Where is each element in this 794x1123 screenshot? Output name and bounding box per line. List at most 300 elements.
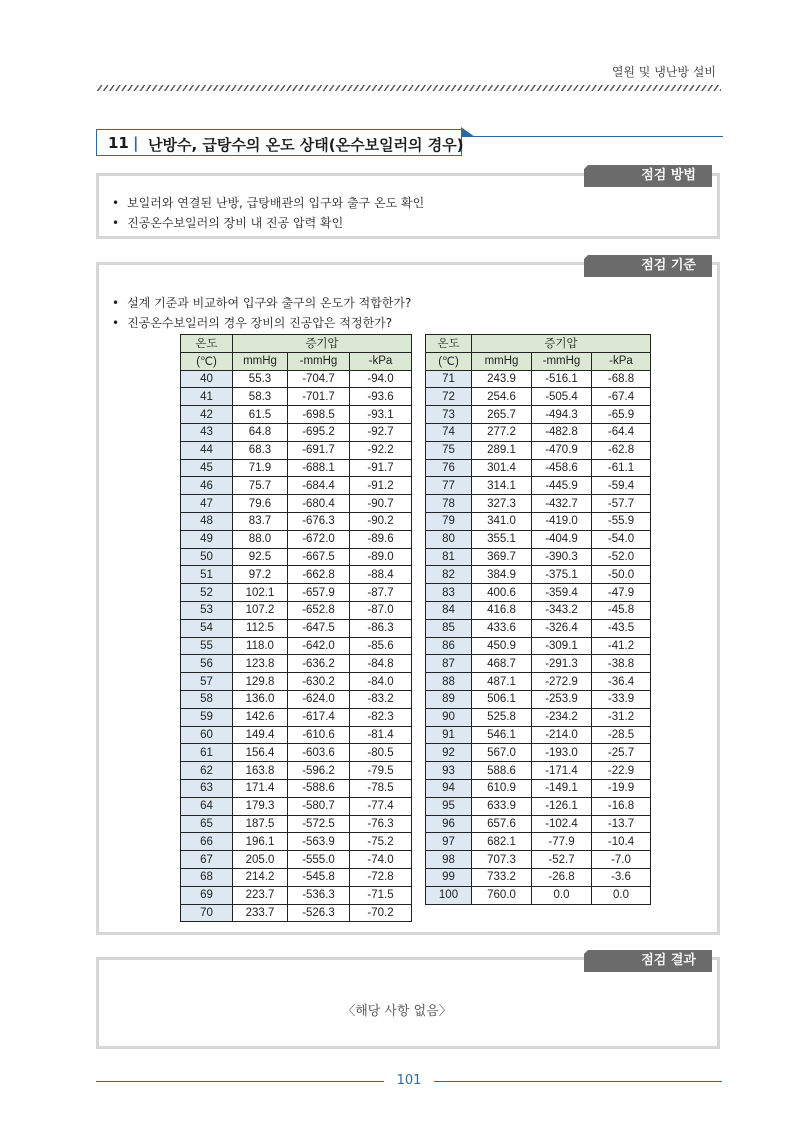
- temp-cell: 84: [426, 601, 472, 619]
- temp-cell: 81: [426, 548, 472, 566]
- neg-mmhg-cell: -505.4: [532, 388, 592, 406]
- temp-cell: 53: [181, 601, 233, 619]
- table-row: [426, 388, 651, 406]
- mmhg-cell: 61.5: [233, 406, 288, 424]
- kpa-cell: -52.0: [592, 548, 651, 566]
- neg-mmhg-cell: -375.1: [532, 566, 592, 584]
- neg-mmhg-cell: -603.6: [288, 744, 350, 762]
- kpa-cell: -68.8: [592, 370, 651, 388]
- temp-cell: 99: [426, 868, 472, 886]
- mmhg-cell: 633.9: [472, 797, 532, 815]
- neg-mmhg-cell: -536.3: [288, 886, 350, 904]
- temp-cell: 96: [426, 815, 472, 833]
- table-row: [181, 441, 412, 459]
- temp-cell: 100: [426, 886, 472, 904]
- mmhg-cell: 301.4: [472, 459, 532, 477]
- neg-mmhg-cell: -482.8: [532, 423, 592, 441]
- kpa-cell: -92.7: [350, 423, 412, 441]
- neg-mmhg-cell: -102.4: [532, 815, 592, 833]
- table-row: [426, 744, 651, 762]
- table-row: [181, 726, 412, 744]
- temp-cell: 66: [181, 833, 233, 851]
- table-row: [426, 708, 651, 726]
- kpa-cell: -10.4: [592, 833, 651, 851]
- neg-mmhg-cell: -684.4: [288, 477, 350, 495]
- mmhg-cell: 289.1: [472, 441, 532, 459]
- table-row: [181, 477, 412, 495]
- mmhg-cell: 243.9: [472, 370, 532, 388]
- neg-mmhg-cell: -610.6: [288, 726, 350, 744]
- kpa-cell: -13.7: [592, 815, 651, 833]
- neg-mmhg-cell: -701.7: [288, 388, 350, 406]
- neg-mmhg-cell: -419.0: [532, 512, 592, 530]
- mmhg-cell: 55.3: [233, 370, 288, 388]
- kpa-cell: -64.4: [592, 423, 651, 441]
- table-row: [181, 708, 412, 726]
- neg-mmhg-cell: -652.8: [288, 601, 350, 619]
- table-row: [181, 548, 412, 566]
- neg-mmhg-cell: -171.4: [532, 762, 592, 780]
- kpa-cell: -82.3: [350, 708, 412, 726]
- kpa-cell: -87.7: [350, 584, 412, 602]
- mmhg-cell: 92.5: [233, 548, 288, 566]
- temp-cell: 49: [181, 530, 233, 548]
- temp-cell: 43: [181, 423, 233, 441]
- neg-mmhg-cell: -77.9: [532, 833, 592, 851]
- kpa-cell: -74.0: [350, 851, 412, 869]
- table-row: [181, 744, 412, 762]
- method-item: • 진공온수보일러의 장비 내 진공 압력 확인: [112, 213, 424, 233]
- table-row: [181, 495, 412, 513]
- temp-cell: 55: [181, 637, 233, 655]
- neg-mmhg-cell: -624.0: [288, 690, 350, 708]
- kpa-cell: -55.9: [592, 512, 651, 530]
- neg-mmhg-cell: -691.7: [288, 441, 350, 459]
- neg-mmhg-cell: -667.5: [288, 548, 350, 566]
- table-row: [426, 566, 651, 584]
- kpa-cell: -3.6: [592, 868, 651, 886]
- mmhg-cell: 68.3: [233, 441, 288, 459]
- temp-cell: 93: [426, 762, 472, 780]
- kpa-cell: -28.5: [592, 726, 651, 744]
- temp-cell: 64: [181, 797, 233, 815]
- mmhg-cell: 468.7: [472, 655, 532, 673]
- table-row: [426, 512, 651, 530]
- mmhg-cell: 682.1: [472, 833, 532, 851]
- kpa-cell: -38.8: [592, 655, 651, 673]
- mmhg-cell: 277.2: [472, 423, 532, 441]
- kpa-cell: -43.5: [592, 619, 651, 637]
- kpa-cell: -85.6: [350, 637, 412, 655]
- temp-cell: 92: [426, 744, 472, 762]
- kpa-cell: -72.8: [350, 868, 412, 886]
- mmhg-cell: 369.7: [472, 548, 532, 566]
- temp-cell: 42: [181, 406, 233, 424]
- temp-cell: 85: [426, 619, 472, 637]
- table-row: [426, 441, 651, 459]
- mmhg-cell: 129.8: [233, 673, 288, 691]
- temp-cell: 77: [426, 477, 472, 495]
- kpa-cell: -91.7: [350, 459, 412, 477]
- kpa-cell: -83.2: [350, 690, 412, 708]
- temp-cell: 83: [426, 584, 472, 602]
- kpa-cell: -93.6: [350, 388, 412, 406]
- neg-mmhg-cell: -580.7: [288, 797, 350, 815]
- neg-mmhg-cell: -596.2: [288, 762, 350, 780]
- criteria-list: [112, 293, 411, 333]
- temp-cell: 56: [181, 655, 233, 673]
- kpa-cell: -61.1: [592, 459, 651, 477]
- temp-cell: 40: [181, 370, 233, 388]
- neg-mmhg-cell: -563.9: [288, 833, 350, 851]
- neg-mmhg-cell: -647.5: [288, 619, 350, 637]
- neg-mmhg-cell: -253.9: [532, 690, 592, 708]
- kpa-cell: -22.9: [592, 762, 651, 780]
- kpa-cell: -19.9: [592, 779, 651, 797]
- result-text: 〈해당 사항 없음〉: [342, 1004, 452, 1019]
- method-tab: 점검 방법: [584, 165, 712, 187]
- table-row: [181, 868, 412, 886]
- kpa-cell: -25.7: [592, 744, 651, 762]
- neg-mmhg-cell: -234.2: [532, 708, 592, 726]
- neg-mmhg-cell: -343.2: [532, 601, 592, 619]
- table-row: [181, 762, 412, 780]
- neg-mmhg-cell: -432.7: [532, 495, 592, 513]
- temp-cell: 54: [181, 619, 233, 637]
- neg-mmhg-cell: -494.3: [532, 406, 592, 424]
- kpa-cell: -31.2: [592, 708, 651, 726]
- kpa-cell: -71.5: [350, 886, 412, 904]
- table-row: [426, 423, 651, 441]
- table-row: [426, 851, 651, 869]
- kpa-cell: -86.3: [350, 619, 412, 637]
- mmhg-cell: 83.7: [233, 512, 288, 530]
- mmhg-cell: 233.7: [233, 904, 288, 922]
- neg-mmhg-cell: -630.2: [288, 673, 350, 691]
- temp-cell: 94: [426, 779, 472, 797]
- neg-mmhg-cell: -326.4: [532, 619, 592, 637]
- mmhg-cell: 384.9: [472, 566, 532, 584]
- mmhg-cell: 102.1: [233, 584, 288, 602]
- mmhg-cell: 433.6: [472, 619, 532, 637]
- kpa-cell: -70.2: [350, 904, 412, 922]
- mmhg-cell: 314.1: [472, 477, 532, 495]
- neg-mmhg-cell: 0.0: [532, 886, 592, 904]
- neg-mmhg-cell: -359.4: [532, 584, 592, 602]
- table-row: [426, 619, 651, 637]
- neg-mmhg-cell: -470.9: [532, 441, 592, 459]
- kpa-cell: -88.4: [350, 566, 412, 584]
- vapor-pressure-table-left: [180, 334, 412, 922]
- col-header-kpa: -kPa: [350, 352, 412, 370]
- table-row: [181, 619, 412, 637]
- neg-mmhg-cell: -657.9: [288, 584, 350, 602]
- neg-mmhg-cell: -445.9: [532, 477, 592, 495]
- neg-mmhg-cell: -636.2: [288, 655, 350, 673]
- temp-cell: 72: [426, 388, 472, 406]
- mmhg-cell: 179.3: [233, 797, 288, 815]
- col-header-unit: (℃): [181, 352, 233, 370]
- vapor-pressure-table-right: [425, 334, 651, 905]
- table-row: [426, 459, 651, 477]
- kpa-cell: -91.2: [350, 477, 412, 495]
- kpa-cell: -62.8: [592, 441, 651, 459]
- table-row: [426, 406, 651, 424]
- mmhg-cell: 149.4: [233, 726, 288, 744]
- table-row: [181, 423, 412, 441]
- neg-mmhg-cell: -458.6: [532, 459, 592, 477]
- table-row: [426, 762, 651, 780]
- neg-mmhg-cell: -642.0: [288, 637, 350, 655]
- criteria-item: • 진공온수보일러의 경우 장비의 진공압은 적정한가?: [112, 313, 411, 333]
- col-header-mmhg: mmHg: [472, 352, 532, 370]
- mmhg-cell: 400.6: [472, 584, 532, 602]
- neg-mmhg-cell: -26.8: [532, 868, 592, 886]
- temp-cell: 75: [426, 441, 472, 459]
- temp-cell: 80: [426, 530, 472, 548]
- table-row: [426, 370, 651, 388]
- col-header-vapor: 증기압: [472, 335, 651, 353]
- mmhg-cell: 136.0: [233, 690, 288, 708]
- mmhg-cell: 118.0: [233, 637, 288, 655]
- mmhg-cell: 163.8: [233, 762, 288, 780]
- temp-cell: 97: [426, 833, 472, 851]
- footer-rule-right: [434, 1081, 722, 1082]
- page-number: 101: [396, 1073, 422, 1088]
- temp-cell: 45: [181, 459, 233, 477]
- criteria-item: • 설계 기준과 비교하여 입구와 출구의 온도가 적합한가?: [112, 293, 411, 313]
- footer-rule-left: [96, 1081, 384, 1082]
- temp-cell: 89: [426, 690, 472, 708]
- neg-mmhg-cell: -404.9: [532, 530, 592, 548]
- temp-cell: 58: [181, 690, 233, 708]
- table-row: [181, 530, 412, 548]
- mmhg-cell: 588.6: [472, 762, 532, 780]
- temp-cell: 46: [181, 477, 233, 495]
- table-row: [426, 495, 651, 513]
- table-row: [181, 637, 412, 655]
- mmhg-cell: 156.4: [233, 744, 288, 762]
- neg-mmhg-cell: -149.1: [532, 779, 592, 797]
- kpa-cell: -77.4: [350, 797, 412, 815]
- mmhg-cell: 265.7: [472, 406, 532, 424]
- temp-cell: 67: [181, 851, 233, 869]
- kpa-cell: -36.4: [592, 673, 651, 691]
- mmhg-cell: 327.3: [472, 495, 532, 513]
- kpa-cell: -54.0: [592, 530, 651, 548]
- table-row: [181, 566, 412, 584]
- section-number: 11: [108, 134, 129, 152]
- table-row: [426, 779, 651, 797]
- temp-cell: 52: [181, 584, 233, 602]
- mmhg-cell: 205.0: [233, 851, 288, 869]
- neg-mmhg-cell: -309.1: [532, 637, 592, 655]
- table-row: [181, 655, 412, 673]
- neg-mmhg-cell: -680.4: [288, 495, 350, 513]
- temp-cell: 62: [181, 762, 233, 780]
- mmhg-cell: 733.2: [472, 868, 532, 886]
- neg-mmhg-cell: -291.3: [532, 655, 592, 673]
- kpa-cell: 0.0: [592, 886, 651, 904]
- neg-mmhg-cell: -617.4: [288, 708, 350, 726]
- kpa-cell: -93.1: [350, 406, 412, 424]
- temp-cell: 79: [426, 512, 472, 530]
- method-list: [112, 193, 424, 233]
- col-header-neg-mmhg: -mmHg: [288, 352, 350, 370]
- mmhg-cell: 657.6: [472, 815, 532, 833]
- neg-mmhg-cell: -572.5: [288, 815, 350, 833]
- table-row: [181, 673, 412, 691]
- table-row: [426, 797, 651, 815]
- mmhg-cell: 546.1: [472, 726, 532, 744]
- header-hatch-divider: [96, 85, 721, 91]
- kpa-cell: -78.5: [350, 779, 412, 797]
- mmhg-cell: 196.1: [233, 833, 288, 851]
- temp-cell: 74: [426, 423, 472, 441]
- mmhg-cell: 416.8: [472, 601, 532, 619]
- mmhg-cell: 610.9: [472, 779, 532, 797]
- table-row: [426, 868, 651, 886]
- temp-cell: 51: [181, 566, 233, 584]
- table-row: [426, 548, 651, 566]
- kpa-cell: -89.6: [350, 530, 412, 548]
- mmhg-cell: 142.6: [233, 708, 288, 726]
- table-row: [426, 833, 651, 851]
- kpa-cell: -7.0: [592, 851, 651, 869]
- table-row: [181, 904, 412, 922]
- section-separator: |: [133, 134, 139, 152]
- neg-mmhg-cell: -704.7: [288, 370, 350, 388]
- kpa-cell: -65.9: [592, 406, 651, 424]
- criteria-tab: 점검 기준: [584, 255, 712, 277]
- temp-cell: 98: [426, 851, 472, 869]
- temp-cell: 87: [426, 655, 472, 673]
- mmhg-cell: 254.6: [472, 388, 532, 406]
- table-row: [181, 459, 412, 477]
- table-row: [181, 601, 412, 619]
- kpa-cell: -90.7: [350, 495, 412, 513]
- mmhg-cell: 707.3: [472, 851, 532, 869]
- table-row: [426, 637, 651, 655]
- col-header-temp: 온도: [426, 335, 472, 353]
- neg-mmhg-cell: -516.1: [532, 370, 592, 388]
- neg-mmhg-cell: -526.3: [288, 904, 350, 922]
- neg-mmhg-cell: -662.8: [288, 566, 350, 584]
- table-row: [426, 655, 651, 673]
- mmhg-cell: 97.2: [233, 566, 288, 584]
- mmhg-cell: 567.0: [472, 744, 532, 762]
- table-row: [181, 370, 412, 388]
- table-row: [181, 388, 412, 406]
- neg-mmhg-cell: -126.1: [532, 797, 592, 815]
- temp-cell: 68: [181, 868, 233, 886]
- temp-cell: 44: [181, 441, 233, 459]
- table-row: [181, 584, 412, 602]
- mmhg-cell: 112.5: [233, 619, 288, 637]
- col-header-vapor: 증기압: [233, 335, 412, 353]
- temp-cell: 59: [181, 708, 233, 726]
- table-row: [181, 779, 412, 797]
- temp-cell: 88: [426, 673, 472, 691]
- temp-cell: 61: [181, 744, 233, 762]
- neg-mmhg-cell: -698.5: [288, 406, 350, 424]
- temp-cell: 70: [181, 904, 233, 922]
- kpa-cell: -94.0: [350, 370, 412, 388]
- mmhg-cell: 123.8: [233, 655, 288, 673]
- temp-cell: 95: [426, 797, 472, 815]
- mmhg-cell: 223.7: [233, 886, 288, 904]
- kpa-cell: -57.7: [592, 495, 651, 513]
- table-row: [426, 815, 651, 833]
- col-header-kpa: -kPa: [592, 352, 651, 370]
- kpa-cell: -75.2: [350, 833, 412, 851]
- mmhg-cell: 487.1: [472, 673, 532, 691]
- kpa-cell: -87.0: [350, 601, 412, 619]
- running-header: 열원 및 냉난방 설비: [611, 65, 716, 79]
- temp-cell: 69: [181, 886, 233, 904]
- kpa-cell: -41.2: [592, 637, 651, 655]
- result-tab: 점검 결과: [584, 950, 712, 972]
- temp-cell: 41: [181, 388, 233, 406]
- mmhg-cell: 64.8: [233, 423, 288, 441]
- table-row: [181, 851, 412, 869]
- mmhg-cell: 75.7: [233, 477, 288, 495]
- table-row: [426, 584, 651, 602]
- temp-cell: 78: [426, 495, 472, 513]
- table-row: [181, 797, 412, 815]
- neg-mmhg-cell: -193.0: [532, 744, 592, 762]
- neg-mmhg-cell: -588.6: [288, 779, 350, 797]
- kpa-cell: -84.8: [350, 655, 412, 673]
- neg-mmhg-cell: -214.0: [532, 726, 592, 744]
- table-row: [426, 726, 651, 744]
- mmhg-cell: 525.8: [472, 708, 532, 726]
- neg-mmhg-cell: -672.0: [288, 530, 350, 548]
- table-row: [426, 530, 651, 548]
- mmhg-cell: 760.0: [472, 886, 532, 904]
- temp-cell: 57: [181, 673, 233, 691]
- table-row: [426, 690, 651, 708]
- col-header-neg-mmhg: -mmHg: [532, 352, 592, 370]
- table-row: [181, 406, 412, 424]
- mmhg-cell: 341.0: [472, 512, 532, 530]
- neg-mmhg-cell: -555.0: [288, 851, 350, 869]
- mmhg-cell: 79.6: [233, 495, 288, 513]
- kpa-cell: -81.4: [350, 726, 412, 744]
- section-title-rule: [462, 136, 723, 137]
- table-row: [426, 601, 651, 619]
- kpa-cell: -79.5: [350, 762, 412, 780]
- kpa-cell: -67.4: [592, 388, 651, 406]
- kpa-cell: -33.9: [592, 690, 651, 708]
- temp-cell: 50: [181, 548, 233, 566]
- table-row: [426, 886, 651, 904]
- neg-mmhg-cell: -390.3: [532, 548, 592, 566]
- temp-cell: 82: [426, 566, 472, 584]
- mmhg-cell: 107.2: [233, 601, 288, 619]
- mmhg-cell: 58.3: [233, 388, 288, 406]
- table-row: [181, 815, 412, 833]
- temp-cell: 48: [181, 512, 233, 530]
- mmhg-cell: 450.9: [472, 637, 532, 655]
- table-row: [426, 477, 651, 495]
- col-header-temp: 온도: [181, 335, 233, 353]
- temp-cell: 73: [426, 406, 472, 424]
- mmhg-cell: 355.1: [472, 530, 532, 548]
- neg-mmhg-cell: -676.3: [288, 512, 350, 530]
- table-row: [181, 690, 412, 708]
- temp-cell: 90: [426, 708, 472, 726]
